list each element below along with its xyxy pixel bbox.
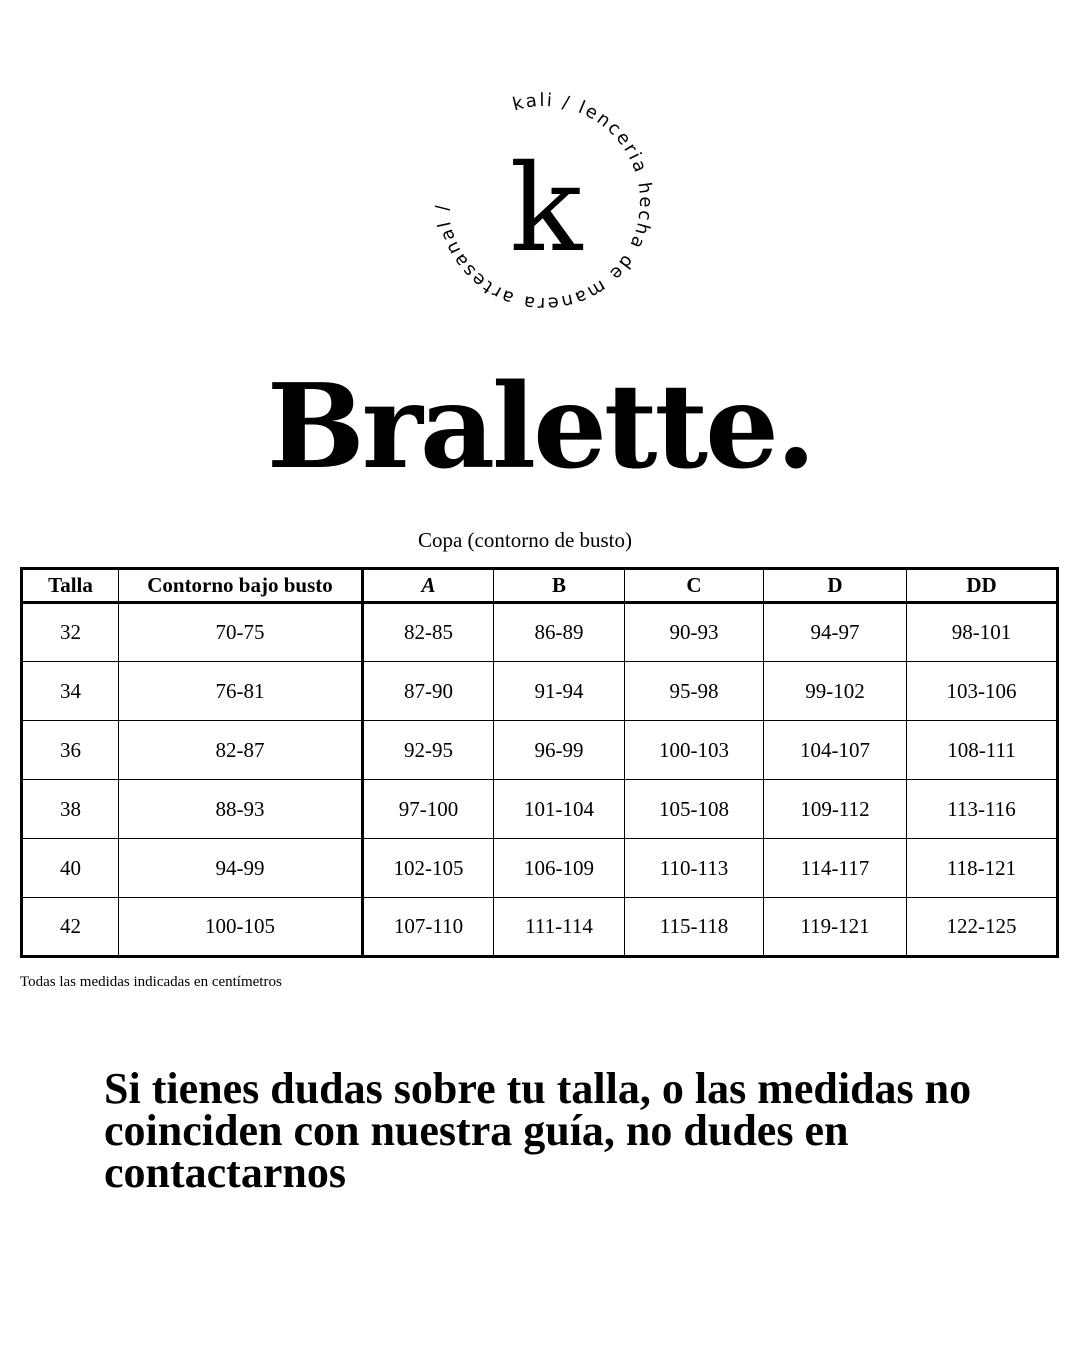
cell-cup-d: 114-117 — [764, 839, 907, 898]
brand-logo-mark — [424, 82, 664, 322]
cell-cup-c: 95-98 — [625, 662, 764, 721]
header-contorno: Contorno bajo busto — [119, 569, 363, 603]
brand-logo — [424, 82, 664, 322]
header-cup-b: B — [494, 569, 625, 603]
cell-cup-a: 87-90 — [363, 662, 494, 721]
measurement-footnote: Todas las medidas indicadas en centímetros — [20, 974, 282, 990]
cell-cup-a: 92-95 — [363, 721, 494, 780]
table-row — [22, 603, 1058, 662]
header-talla: Talla — [22, 569, 119, 603]
cell-cup-a: 97-100 — [363, 780, 494, 839]
cell-cup-dd: 122-125 — [907, 898, 1058, 957]
cell-cup-a: 107-110 — [363, 898, 494, 957]
logo-letter: k — [509, 140, 583, 279]
cell-cup-d: 119-121 — [764, 898, 907, 957]
cell-talla: 42 — [22, 898, 119, 957]
cell-cup-dd: 103-106 — [907, 662, 1058, 721]
cell-cup-d: 104-107 — [764, 721, 907, 780]
cell-cup-c: 115-118 — [625, 898, 764, 957]
contact-message: Si tienes dudas sobre tu talla, o las medidas no coinciden con nuestra guía, no dudes en contactarnos — [104, 1064, 972, 1197]
cell-cup-dd: 98-101 — [907, 603, 1058, 662]
cell-talla: 36 — [22, 721, 119, 780]
header-cup-a: A — [363, 569, 494, 603]
cell-cup-a: 102-105 — [363, 839, 494, 898]
cell-cup-b: 86-89 — [494, 603, 625, 662]
logo-ring-text: kali / lenceria hecha de manera artesanal / — [431, 89, 657, 315]
cell-contorno: 88-93 — [119, 780, 363, 839]
table-header-row — [22, 569, 1058, 603]
header-cup-c: C — [625, 569, 764, 603]
cell-cup-dd: 108-111 — [907, 721, 1058, 780]
table-row — [22, 721, 1058, 780]
cell-cup-b: 91-94 — [494, 662, 625, 721]
cell-cup-a: 82-85 — [363, 603, 494, 662]
cell-cup-d: 99-102 — [764, 662, 907, 721]
cell-contorno: 100-105 — [119, 898, 363, 957]
cell-talla: 40 — [22, 839, 119, 898]
page-title: Bralette. — [266, 359, 814, 495]
cell-contorno: 76-81 — [119, 662, 363, 721]
cell-cup-d: 109-112 — [764, 780, 907, 839]
cell-talla: 34 — [22, 662, 119, 721]
cell-cup-c: 90-93 — [625, 603, 764, 662]
cell-cup-b: 101-104 — [494, 780, 625, 839]
cell-contorno: 94-99 — [119, 839, 363, 898]
size-table — [20, 567, 1059, 958]
cell-talla: 32 — [22, 603, 119, 662]
cup-caption: Copa (contorno de busto) — [417, 528, 633, 552]
table-row — [22, 662, 1058, 721]
cell-talla: 38 — [22, 780, 119, 839]
cell-contorno: 70-75 — [119, 603, 363, 662]
cell-cup-dd: 118-121 — [907, 839, 1058, 898]
cell-cup-c: 105-108 — [625, 780, 764, 839]
cell-cup-dd: 113-116 — [907, 780, 1058, 839]
cell-cup-d: 94-97 — [764, 603, 907, 662]
cell-cup-b: 111-114 — [494, 898, 625, 957]
cell-cup-c: 110-113 — [625, 839, 764, 898]
header-cup-dd: DD — [907, 569, 1058, 603]
table-row — [22, 780, 1058, 839]
cell-cup-c: 100-103 — [625, 721, 764, 780]
cell-cup-b: 106-109 — [494, 839, 625, 898]
header-cup-d: D — [764, 569, 907, 603]
cell-contorno: 82-87 — [119, 721, 363, 780]
table-row — [22, 839, 1058, 898]
cell-cup-b: 96-99 — [494, 721, 625, 780]
table-row — [22, 898, 1058, 957]
